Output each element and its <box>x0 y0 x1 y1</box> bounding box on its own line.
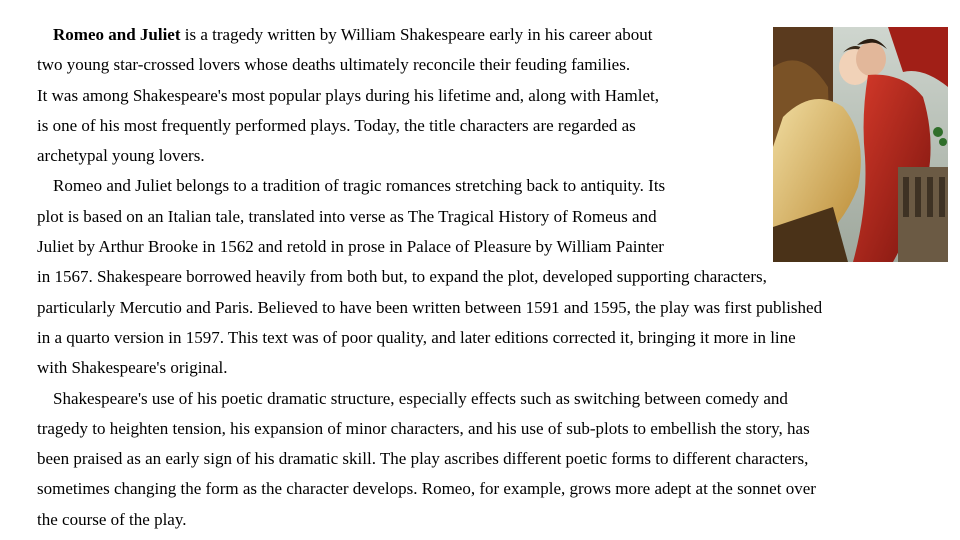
paragraph-3-line-4: sometimes changing the form as the character develops. Romeo, for example, grows more adept at the sonnet over <box>37 479 816 499</box>
painting-illustration <box>773 27 948 262</box>
paragraph-3-line-3: been praised as an early sign of his dramatic skill. The play ascribes different poetic forms to different characters, <box>37 449 809 469</box>
paragraph-1-line-2: two young star-crossed lovers whose deaths ultimately reconcile their feuding families. <box>37 55 631 75</box>
paragraph-2-line-4: in 1567. Shakespeare borrowed heavily from both but, to expand the plot, developed supporting characters, <box>37 267 767 287</box>
romeo-and-juliet-painting <box>773 27 948 262</box>
paragraph-2-line-7: with Shakespeare's original. <box>37 358 228 378</box>
paragraph-1-line-5: archetypal young lovers. <box>37 146 205 166</box>
paragraph-1-line-4: is one of his most frequently performed plays. Today, the title characters are regarded as <box>37 115 636 135</box>
paragraph-1-line-1: Romeo and Juliet is a tragedy written by William Shakespeare early in his career about <box>53 25 653 44</box>
paragraph-2-line-2: plot is based on an Italian tale, translated into verse as The Tragical History of Romeus and <box>37 206 657 226</box>
paragraph-2-line-5: particularly Mercutio and Paris. Believed to have been written between 1591 and 1595, the play was first published <box>37 297 823 317</box>
play-title: Romeo and Juliet <box>53 25 181 44</box>
paragraph-3-line-2: tragedy to heighten tension, his expansion of minor characters, and his use of sub-plots to embellish the story, has <box>37 418 810 438</box>
paragraph-2-line-1: Romeo and Juliet belongs to a tradition of tragic romances stretching back to antiquity. Its <box>53 176 666 196</box>
paragraph-1-line-3: It was among Shakespeare's most popular plays during his lifetime and, along with Hamlet, <box>37 85 660 105</box>
paragraph-3-line-1: Shakespeare's use of his poetic dramatic structure, especially effects such as switching between comedy and <box>53 388 788 408</box>
paragraph-2-line-3: Juliet by Arthur Brooke in 1562 and retold in prose in Palace of Pleasure by William Painter <box>37 237 664 257</box>
paragraph-2-line-6: in a quarto version in 1597. This text was of poor quality, and later editions corrected it, bringing it more in line <box>37 327 796 347</box>
paragraph-3-line-5: the course of the play. <box>37 509 187 529</box>
